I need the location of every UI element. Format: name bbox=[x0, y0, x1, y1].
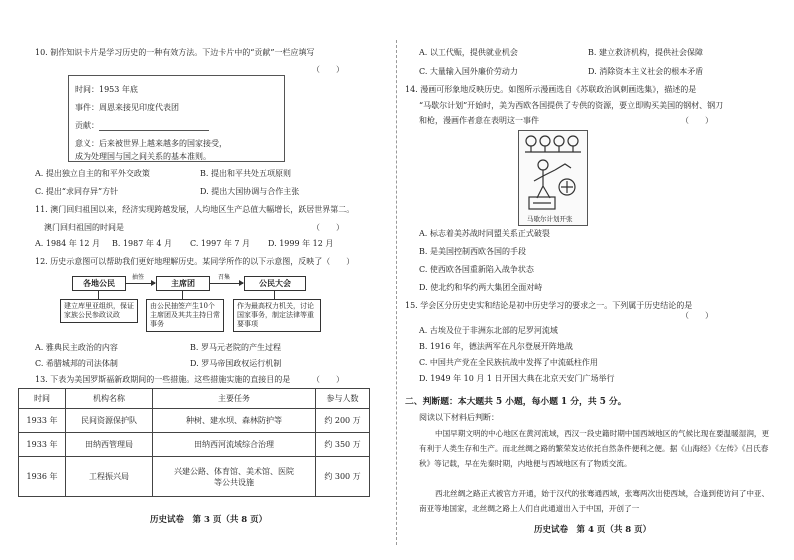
q14-stem-3: 和枪，漫画作者意在表明这一事件 bbox=[419, 116, 539, 125]
table-cell: 兴建公路、体育馆、美术馆、医院等公共设施 bbox=[153, 457, 316, 497]
connector-2 bbox=[182, 291, 183, 299]
q12-option-b: B. 罗马元老院的产生过程 bbox=[190, 343, 281, 352]
right-page-footer: 历史试卷 第 4 页（共 8 页） bbox=[531, 523, 654, 535]
q12-option-d: D. 罗马帝国政权运行机制 bbox=[190, 359, 282, 368]
cartoon-caption: 马歇尔计划开张 bbox=[527, 215, 573, 223]
q15-option-a: A. 古埃及位于非洲东北部的尼罗河流域 bbox=[419, 326, 558, 335]
q10-option-b: B. 提出和平共处五项原则 bbox=[200, 169, 291, 178]
q10-stem: 10. 制作知识卡片是学习历史的一种有效方法。下边卡片中的“贡献”一栏应填写 bbox=[35, 48, 315, 57]
card-time: 时间：1953 年底 bbox=[75, 85, 138, 94]
q15-option-c: C. 中国共产党在全民族抗战中发挥了中流砥柱作用 bbox=[419, 358, 598, 367]
q15-stem: 15. 学会区分历史史实和结论是初中历史学习的要求之一。下列属于历史结论的是 bbox=[405, 301, 693, 310]
sub-box-assembly: 作为最高权力机关，讨论国家事务，制定法律等重要事项 bbox=[233, 299, 321, 332]
table-cell: 民间资源保护队 bbox=[66, 409, 153, 433]
card-meaning-2: 成为处理国与国之间关系的基本准则。 bbox=[75, 152, 211, 161]
q11-stem-1: 11. 澳门回归祖国以来，经济实现跨越发展，人均地区生产总值大幅增长，跃居世界第二。 bbox=[35, 205, 355, 214]
card-meaning-1: 意义：后来被世界上越来越多的国家接受， bbox=[75, 139, 227, 148]
table-cell: 约 300 万 bbox=[316, 457, 370, 497]
table-cell: 1933 年 bbox=[19, 409, 66, 433]
sub-box-citizens: 建立库里亚组织，保证家族公民参政议政 bbox=[60, 299, 138, 323]
card-event: 事件：周恩来接见印度代表团 bbox=[75, 103, 179, 112]
q13-answer-paren: （ ） bbox=[312, 375, 344, 384]
q15-option-d: D. 1949 年 10 月 1 日开国大典在北京天安门广场举行 bbox=[419, 374, 615, 383]
marshall-plan-cartoon bbox=[518, 130, 588, 226]
section-2-title: 二、判断题：本大题共 5 小题，每小题 1 分，共 5 分。 bbox=[405, 397, 627, 407]
header-agency: 机构名称 bbox=[66, 389, 153, 409]
q14-stem-1: 14. 漫画可形象地反映历史。如图所示漫画选自《苏联政治讽刺画选集》，描述的是 bbox=[405, 85, 697, 94]
q14-option-c: C. 使西欧各国重新陷入战争状态 bbox=[419, 265, 534, 274]
q13-option-c: C. 大量输入国外廉价劳动力 bbox=[419, 67, 518, 76]
table-cell: 田纳西管理局 bbox=[66, 433, 153, 457]
contribution-blank bbox=[99, 122, 209, 131]
q14-stem-2: “马歇尔计划”开始时，美为西欧各国提供了专供的资源，要立即购买美国的钢材、钢刀 bbox=[419, 101, 724, 110]
q12-stem: 12. 历史示意图可以帮助我们更好地理解历史。某同学所作的以下示意图，反映了（ ） bbox=[35, 257, 355, 266]
left-page-footer: 历史试卷 第 3 页（共 8 页） bbox=[150, 515, 268, 525]
q10-answer-paren: （ ） bbox=[312, 65, 344, 74]
q13-option-d: D. 消除资本主义社会的根本矛盾 bbox=[588, 67, 704, 76]
q14-option-a: A. 标志着美苏战时同盟关系正式破裂 bbox=[419, 229, 550, 238]
right-page bbox=[401, 0, 794, 560]
table-cell: 1933 年 bbox=[19, 433, 66, 457]
q10-option-a: A. 提出独立自主的和平外交政策 bbox=[35, 169, 150, 178]
card-contribution: 贡献： bbox=[75, 120, 209, 131]
q13-stem: 13. 下表为美国罗斯福新政期间的一些措施。这些措施实施的直接目的是 bbox=[35, 375, 291, 384]
box-presidium: 主席团 bbox=[156, 276, 210, 291]
new-deal-table bbox=[18, 388, 370, 497]
page-divider bbox=[396, 40, 397, 545]
arrow-lot bbox=[125, 283, 155, 284]
q14-option-d: D. 使北约和华约两大集团全面对峙 bbox=[419, 283, 543, 292]
q11-answer-paren: （ ） bbox=[312, 223, 344, 232]
q11-stem-2: 澳门回归祖国的时间是 bbox=[44, 223, 124, 232]
cartoon-illustration-icon bbox=[519, 131, 587, 213]
edge-label-lot: 抽签 bbox=[132, 274, 145, 281]
q11-option-a: A. 1984 年 12 月 bbox=[35, 239, 101, 248]
arrow-convene bbox=[209, 283, 243, 284]
q14-option-b: B. 是美国控制西欧各国的手段 bbox=[419, 247, 526, 256]
section-2-instruction: 阅读以下材料后判断： bbox=[419, 413, 499, 422]
table-row bbox=[19, 457, 370, 497]
material-paragraph-1: 中国早期文明的中心地区在黄河流域，西汉一段史籍时期中国西域地区的气候比现在要温暖湿润，更有利于人类生存和生产。而北丝绸之路的繁荣发达依托自然条件便利之便。据《山海经》《左传》《吕氏春秋》等记载，早在先秦时期，内地便与西域地区有了物质交流。 bbox=[419, 429, 770, 468]
box-citizens: 各地公民 bbox=[72, 276, 126, 291]
header-task: 主要任务 bbox=[153, 389, 316, 409]
q10-option-c: C. 提出“求同存异”方针 bbox=[35, 187, 119, 196]
box-assembly: 公民大会 bbox=[244, 276, 306, 291]
table-cell: 田纳西河流域综合治理 bbox=[153, 433, 316, 457]
table-row bbox=[19, 409, 370, 433]
table-cell: 约 200 万 bbox=[316, 409, 370, 433]
sub-box-presidium: 由公民抽签产生10个主席团及其共主持日常事务 bbox=[146, 299, 224, 332]
q10-option-d: D. 提出大国协调与合作主张 bbox=[200, 187, 300, 196]
edge-label-convene: 召集 bbox=[218, 274, 231, 281]
connector-3 bbox=[274, 291, 275, 299]
connector-1 bbox=[98, 291, 99, 299]
material-paragraph-2: 西北丝绸之路正式被官方开通，始于汉代的张骞通西域，张骞两次出使西域，合逢到使访问了中亚、南亚等地国家，北丝绸之路上人们自此通道出入于中国，开创了一 bbox=[419, 489, 770, 513]
q11-option-c: C. 1997 年 7 月 bbox=[190, 239, 250, 248]
table-row bbox=[19, 433, 370, 457]
table-header-row bbox=[19, 389, 370, 409]
q13-option-b: B. 建立救济机构，提供社会保障 bbox=[588, 48, 703, 57]
header-time: 时间 bbox=[19, 389, 66, 409]
table-cell: 种树、建水坝、森林防护等 bbox=[153, 409, 316, 433]
q12-option-a: A. 雅典民主政治的内容 bbox=[35, 343, 118, 352]
q15-option-b: B. 1916 年，德法两军在凡尔登展开阵地战 bbox=[419, 342, 573, 351]
table-cell: 工程振兴局 bbox=[66, 457, 153, 497]
q11-option-b: B. 1987 年 4 月 bbox=[112, 239, 173, 248]
table-cell: 约 350 万 bbox=[316, 433, 370, 457]
q11-option-d: D. 1999 年 12 月 bbox=[268, 239, 334, 248]
q12-option-c: C. 希腊城邦的司法体制 bbox=[35, 359, 118, 368]
knowledge-card bbox=[68, 75, 285, 162]
header-participants: 参与人数 bbox=[316, 389, 370, 409]
q13-option-a: A. 以工代赈，提供就业机会 bbox=[419, 48, 518, 57]
left-page bbox=[0, 0, 393, 560]
q15-answer-paren: （ ） bbox=[681, 311, 713, 320]
table-cell: 1936 年 bbox=[19, 457, 66, 497]
q14-answer-paren: （ ） bbox=[681, 116, 713, 125]
